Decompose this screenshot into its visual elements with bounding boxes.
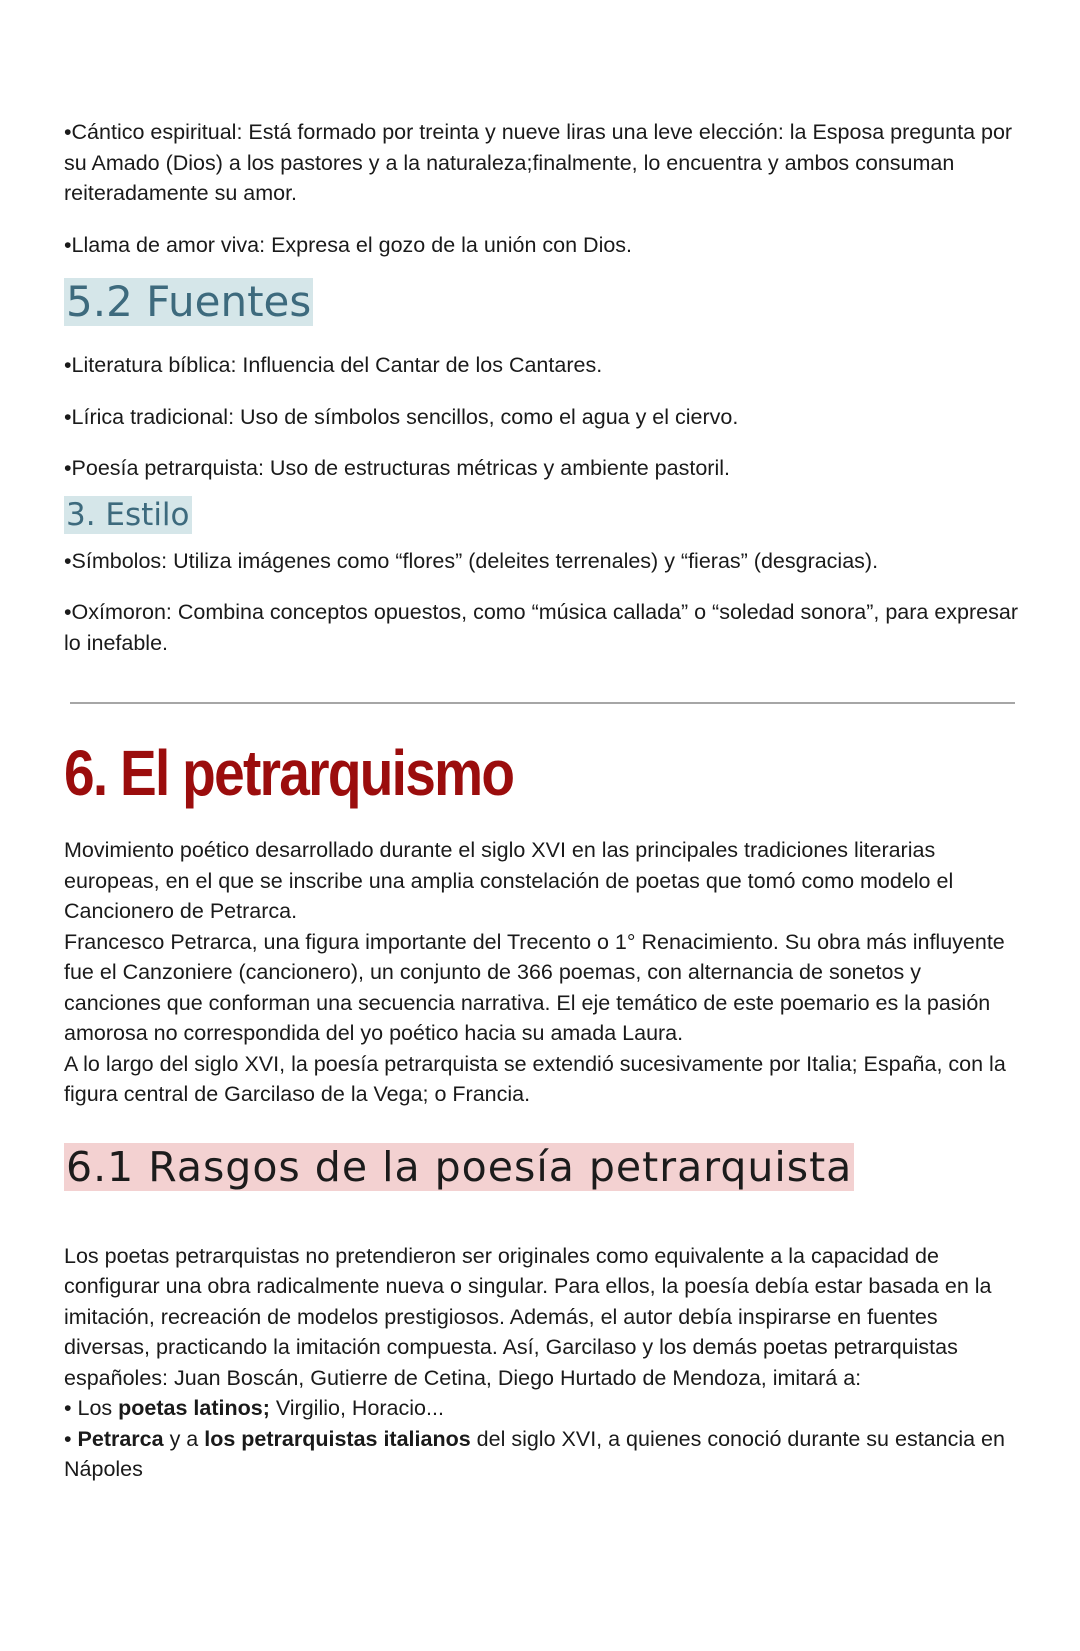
rasgos-intro-paragraph: Los poetas petrarquistas no pretendieron ser originales como equivalente a la capacidad de configurar una obra radicalmente nueva o singular. Para ellos, la poesía debía estar basada en la imitación, recreación de modelos prestigiosos. Además, el autor debía inspirarse en fuentes diversas, practicando la imitación compuesta. Así, Garcilaso y los demás poetas petrarquistas españoles: Juan Boscán, Gutierre de Cetina, Diego Hurtado de Mendoza, imitará a: — [64, 1243, 992, 1390]
estilo-item: •Oxímoron: Combina conceptos opuestos, como “música callada” o “soledad sonora”, para expresar lo inefable. — [64, 600, 1018, 655]
llama-amor-viva-paragraph: •Llama de amor viva: Expresa el gozo de la unión con Dios. — [64, 232, 633, 257]
fuentes-heading: 5.2 Fuentes — [66, 277, 312, 326]
bullet-bold-text: poetas latinos; — [118, 1396, 270, 1420]
fuentes-item: •Lírica tradicional: Uso de símbolos sencillos, como el agua y el ciervo. — [64, 404, 739, 429]
bullet-text: • — [64, 1426, 78, 1451]
bullet-text: del siglo XVI, a quienes conoció durante su estancia en Nápoles — [64, 1426, 1005, 1481]
petrarquismo-paragraph: Movimiento poético desarrollado durante el siglo XVI en las principales tradiciones literarias europeas, en el que se inscribe una amplia constelación de poetas que tomó como modelo el Cancionero de Petrarca. — [64, 838, 954, 923]
bullet-bold-text: los petrarquistas italianos — [204, 1426, 471, 1451]
fuentes-item: •Literatura bíblica: Influencia del Cantar de los Cantares. — [64, 353, 603, 377]
rasgos-heading: 6.1 Rasgos de la poesía petrarquista — [66, 1142, 853, 1191]
estilo-item: •Símbolos: Utiliza imágenes como “flores” (deleites terrenales) y “fieras” (desgracias). — [64, 548, 879, 573]
bullet-text: • Los — [64, 1396, 119, 1420]
rasgos-bullet-petrarca — [64, 1424, 1020, 1485]
cantico-espiritual-paragraph: •Cántico espiritual: Está formado por treinta y nueve liras una leve elección: la Esposa pregunta por su Amado (Dios) a los pastores y a la naturaleza;finalmente, lo encuentra y ambos consuman reiteradamente su amor. — [64, 120, 1013, 205]
bullet-bold-text: Petrarca — [77, 1426, 164, 1451]
petrarquismo-heading: 6. El petrarquismo — [64, 737, 514, 809]
estilo-heading: 3. Estilo — [66, 496, 190, 533]
rasgos-bullet-latinos — [64, 1393, 1020, 1424]
fuentes-item: •Poesía petrarquista: Uso de estructuras métricas y ambiente pastoril. — [64, 456, 730, 480]
bullet-text: y a — [163, 1426, 205, 1451]
document-page — [64, 117, 1020, 1485]
bullet-text: Virgilio, Horacio... — [269, 1396, 444, 1420]
petrarquismo-paragraph: Francesco Petrarca, una figura importante del Trecento o 1° Renacimiento. Su obra más influyente fue el Canzoniere (cancionero), un conjunto de 366 poemas, con alternancia de sonetos y canciones que conforman una secuencia narrativa. El eje temático de este poemario es la pasión amorosa no correspondida del yo poético hacia su amada Laura. — [64, 929, 1005, 1045]
petrarquismo-paragraph: A lo largo del siglo XVI, la poesía petrarquista se extendió sucesivamente por Italia; España, con la figura central de Garcilaso de la Vega; o Francia. — [64, 1051, 1006, 1106]
section-divider — [70, 702, 1015, 704]
